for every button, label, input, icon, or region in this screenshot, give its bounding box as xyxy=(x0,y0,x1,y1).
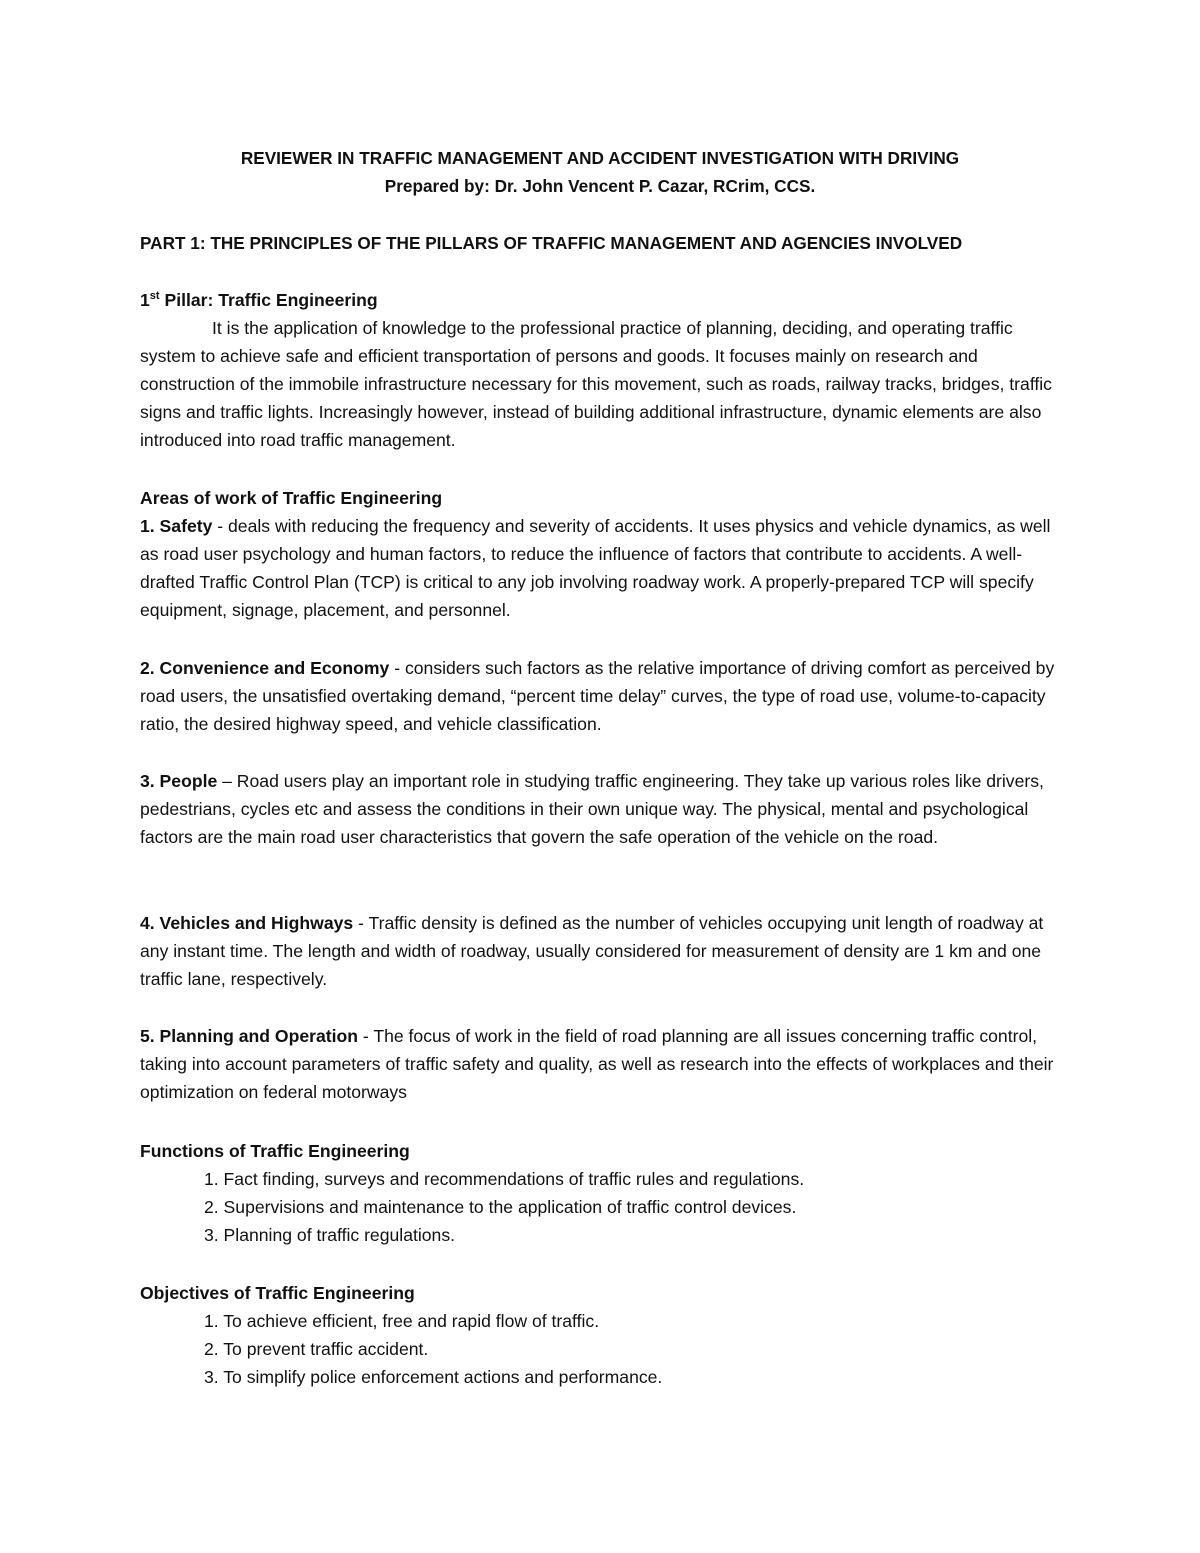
area-item-text: - considers such factors as the relative importance of driving comfort as perceived by road users, the unsatisfied overtaking demand, “percent time delay” curves, the type of road use, volume-to-capacity ratio, the desired highway speed, and vehicle classification. xyxy=(140,658,1055,734)
area-item-5 xyxy=(140,1022,1065,1106)
list-item: 3. To simplify police enforcement actions and performance. xyxy=(204,1367,663,1387)
area-item-label: 1. Safety xyxy=(140,516,213,536)
area-item-2 xyxy=(140,654,1065,738)
area-item-text: – Road users play an important role in studying traffic engineering. They take up various roles like drivers, pedestrians, cycles etc and assess the conditions in their own unique way. The physical, mental and psychological factors are the main road user characteristics that govern the safe operation of the vehicle on the road. xyxy=(140,771,1044,847)
pillar-1-ordinal: st xyxy=(149,290,160,303)
area-item-text: - deals with reducing the frequency and severity of accidents. It uses physics and vehicle dynamics, as well as road user psychology and human factors, to reduce the influence of factors that contribute to accidents. A well-drafted Traffic Control Plan (TCP) is critical to any job involving roadway work. A properly-prepared TCP will specify equipment, signage, placement, and personnel. xyxy=(140,516,1051,620)
area-item-4 xyxy=(140,909,1065,993)
areas-heading: Areas of work of Traffic Engineering xyxy=(140,488,443,508)
objectives-heading: Objectives of Traffic Engineering xyxy=(140,1283,415,1303)
list-item: 2. Supervisions and maintenance to the application of traffic control devices. xyxy=(204,1197,797,1217)
objectives-list xyxy=(204,1307,1064,1391)
pillar-1-number: 1 xyxy=(140,290,150,310)
document-title: REVIEWER IN TRAFFIC MANAGEMENT AND ACCIDENT INVESTIGATION WITH DRIVING xyxy=(240,148,960,168)
list-item: 1. To achieve efficient, free and rapid flow of traffic. xyxy=(204,1311,600,1331)
area-item-label: 5. Planning and Operation xyxy=(140,1026,358,1046)
list-item: 1. Fact finding, surveys and recommendations of traffic rules and regulations. xyxy=(204,1169,805,1189)
functions-heading: Functions of Traffic Engineering xyxy=(140,1141,410,1161)
pillar-1-heading-text: Pillar: Traffic Engineering xyxy=(159,290,378,310)
area-item-text: - The focus of work in the field of road planning are all issues concerning traffic control, taking into account parameters of traffic safety and quality, as well as research into the effects of workplaces and their optimization on federal motorways xyxy=(140,1026,1054,1102)
part-1-heading: PART 1: THE PRINCIPLES OF THE PILLARS OF TRAFFIC MANAGEMENT AND AGENCIES INVOLVED xyxy=(140,233,963,253)
pillar-1-body: It is the application of knowledge to the professional practice of planning, deciding, and operating traffic system to achieve safe and efficient transportation of persons and goods. It focuses mainly on research and construction of the immobile infrastructure necessary for this movement, such as roads, railway tracks, bridges, traffic signs and traffic lights. Increasingly however, instead of building additional infrastructure, dynamic elements are also introduced into road traffic management. xyxy=(140,318,1052,450)
area-item xyxy=(140,512,1065,624)
prepared-by: Prepared by: Dr. John Vencent P. Cazar, RCrim, CCS. xyxy=(384,176,816,196)
area-item-3 xyxy=(140,767,1065,851)
area-item-label: 3. People xyxy=(140,771,218,791)
area-item-label: 4. Vehicles and Highways xyxy=(140,913,354,933)
area-item-label: 2. Convenience and Economy xyxy=(140,658,390,678)
area-item-text: - Traffic density is defined as the number of vehicles occupying unit length of roadway at any instant time. The length and width of roadway, usually considered for measurement of density are 1 km and one traffic lane, respectively. xyxy=(140,913,1044,989)
list-item: 2. To prevent traffic accident. xyxy=(204,1339,429,1359)
pillar-1-heading xyxy=(140,286,1065,314)
areas-section xyxy=(140,484,1065,624)
list-item: 3. Planning of traffic regulations. xyxy=(204,1225,456,1245)
functions-list xyxy=(204,1165,1064,1249)
pillar-1-section xyxy=(140,286,1065,454)
